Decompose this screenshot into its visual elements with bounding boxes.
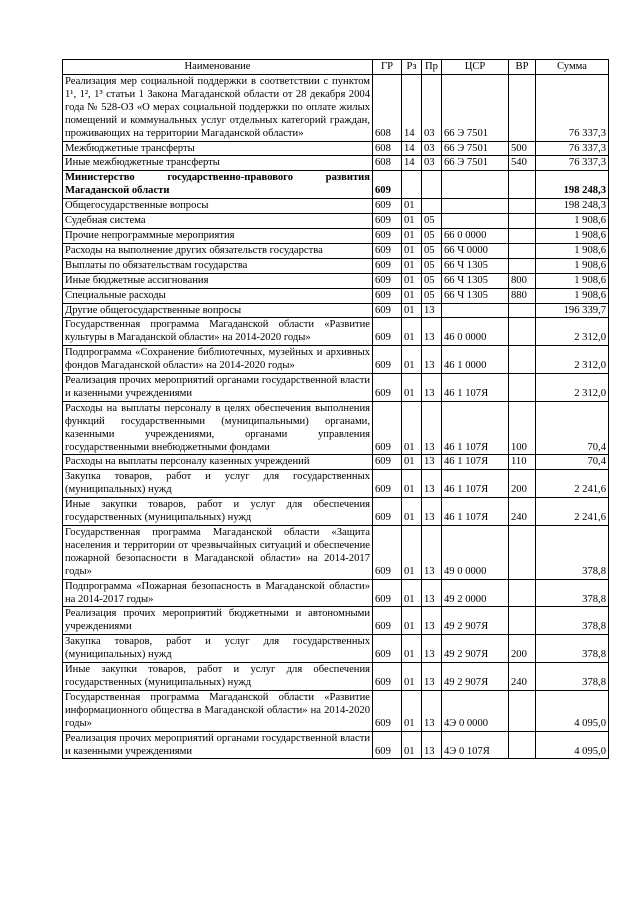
cell-vr <box>509 731 536 759</box>
cell-pr: 13 <box>422 318 442 346</box>
table-row <box>63 579 609 607</box>
cell-pr: 13 <box>422 526 442 580</box>
cell-pr: 13 <box>422 731 442 759</box>
cell-name: Реализация прочих мероприятий органами государственной власти и казенными учреждениями <box>63 374 373 402</box>
cell-name: Выплаты по обязательствам государства <box>63 258 373 273</box>
cell-sum: 70,4 <box>536 455 609 470</box>
cell-rz: 01 <box>402 579 422 607</box>
cell-gr: 609 <box>373 526 402 580</box>
cell-gr: 609 <box>373 663 402 691</box>
cell-gr: 609 <box>373 228 402 243</box>
cell-csr: 66 Ч 1305 <box>442 258 509 273</box>
cell-vr: 100 <box>509 401 536 455</box>
cell-pr: 13 <box>422 346 442 374</box>
cell-name: Реализация мер социальной поддержки в соответствии с пунктом 1¹, 1², 1³ статьи 1 Закона Магаданской области от 28 декабря 2004 года № 528-ОЗ «О мерах социальной поддержки по оплате жилых помещений и коммунальных услуг отдельных категорий граждан, проживающих на территории Магаданской области» <box>63 75 373 142</box>
cell-name: Расходы на выполнение других обязательств государства <box>63 243 373 258</box>
cell-name: Судебная система <box>63 214 373 229</box>
cell-sum: 378,8 <box>536 663 609 691</box>
cell-pr: 05 <box>422 214 442 229</box>
cell-gr: 609 <box>373 171 402 199</box>
table-row <box>63 635 609 663</box>
cell-csr: 46 1 107Я <box>442 401 509 455</box>
cell-gr: 609 <box>373 243 402 258</box>
cell-csr: 66 Э 7501 <box>442 75 509 142</box>
header-name: Наименование <box>63 60 373 75</box>
cell-sum: 378,8 <box>536 579 609 607</box>
cell-sum: 2 241,6 <box>536 470 609 498</box>
cell-sum: 76 337,3 <box>536 75 609 142</box>
cell-pr: 03 <box>422 156 442 171</box>
cell-vr <box>509 346 536 374</box>
cell-pr: 13 <box>422 690 442 731</box>
cell-csr <box>442 303 509 318</box>
table-row <box>63 303 609 318</box>
cell-name: Прочие непрограммные мероприятия <box>63 228 373 243</box>
cell-name: Расходы на выплаты персоналу в целях обеспечения выполнения функций государственными (муниципальными) органами, казенными учреждениями, органами управления государственными внебюджетными фондами <box>63 401 373 455</box>
cell-rz: 01 <box>402 258 422 273</box>
cell-vr <box>509 690 536 731</box>
cell-gr: 609 <box>373 374 402 402</box>
budget-table <box>62 59 609 759</box>
cell-vr <box>509 199 536 214</box>
cell-gr: 608 <box>373 141 402 156</box>
cell-name: Иные межбюджетные трансферты <box>63 156 373 171</box>
cell-gr: 609 <box>373 690 402 731</box>
cell-name: Государственная программа Магаданской области «Развитие культуры в Магаданской области» на 2014-2020 годы» <box>63 318 373 346</box>
table-row <box>63 288 609 303</box>
cell-csr: 49 0 0000 <box>442 526 509 580</box>
cell-csr: 49 2 907Я <box>442 607 509 635</box>
cell-rz: 01 <box>402 455 422 470</box>
cell-pr: 13 <box>422 455 442 470</box>
cell-sum: 198 248,3 <box>536 171 609 199</box>
cell-pr: 13 <box>422 374 442 402</box>
cell-name: Иные бюджетные ассигнования <box>63 273 373 288</box>
cell-name: Реализация прочих мероприятий органами государственной власти и казенными учреждениями <box>63 731 373 759</box>
table-row <box>63 690 609 731</box>
cell-name: Иные закупки товаров, работ и услуг для обеспечения государственных (муниципальных) нужд <box>63 663 373 691</box>
header-vr: ВР <box>509 60 536 75</box>
header-csr: ЦСР <box>442 60 509 75</box>
cell-vr <box>509 318 536 346</box>
cell-csr: 46 1 107Я <box>442 455 509 470</box>
cell-pr: 05 <box>422 228 442 243</box>
cell-gr: 609 <box>373 498 402 526</box>
cell-rz: 01 <box>402 690 422 731</box>
cell-pr: 13 <box>422 470 442 498</box>
cell-vr <box>509 258 536 273</box>
table-body <box>63 75 609 759</box>
cell-rz: 01 <box>402 346 422 374</box>
cell-vr: 540 <box>509 156 536 171</box>
cell-rz: 01 <box>402 303 422 318</box>
cell-vr: 240 <box>509 663 536 691</box>
cell-gr: 609 <box>373 346 402 374</box>
cell-gr: 609 <box>373 303 402 318</box>
cell-csr: 46 1 107Я <box>442 498 509 526</box>
cell-pr: 05 <box>422 243 442 258</box>
cell-sum: 196 339,7 <box>536 303 609 318</box>
table-row <box>63 318 609 346</box>
cell-vr: 880 <box>509 288 536 303</box>
cell-gr: 609 <box>373 401 402 455</box>
cell-vr: 200 <box>509 635 536 663</box>
table-row <box>63 374 609 402</box>
cell-vr <box>509 75 536 142</box>
cell-pr: 13 <box>422 303 442 318</box>
cell-csr: 46 0 0000 <box>442 318 509 346</box>
table-row <box>63 401 609 455</box>
cell-gr: 609 <box>373 579 402 607</box>
cell-pr: 13 <box>422 663 442 691</box>
cell-name: Закупка товаров, работ и услуг для государственных (муниципальных) нужд <box>63 635 373 663</box>
cell-vr: 240 <box>509 498 536 526</box>
table-row <box>63 171 609 199</box>
cell-csr <box>442 171 509 199</box>
cell-pr: 05 <box>422 258 442 273</box>
header-pr: Пр <box>422 60 442 75</box>
cell-rz: 01 <box>402 526 422 580</box>
cell-rz: 01 <box>402 228 422 243</box>
cell-pr <box>422 171 442 199</box>
cell-csr: 49 2 907Я <box>442 663 509 691</box>
cell-sum: 2 312,0 <box>536 374 609 402</box>
table-row <box>63 228 609 243</box>
cell-name: Государственная программа Магаданской области «Развитие информационного общества в Магаданской области» на 2014-2020 годы» <box>63 690 373 731</box>
cell-rz: 01 <box>402 199 422 214</box>
cell-vr: 200 <box>509 470 536 498</box>
cell-rz: 14 <box>402 75 422 142</box>
cell-name: Закупка товаров, работ и услуг для государственных (муниципальных) нужд <box>63 470 373 498</box>
cell-name: Межбюджетные трансферты <box>63 141 373 156</box>
cell-gr: 608 <box>373 75 402 142</box>
cell-pr: 05 <box>422 288 442 303</box>
cell-csr: 49 2 0000 <box>442 579 509 607</box>
cell-csr: 46 1 0000 <box>442 346 509 374</box>
cell-vr <box>509 579 536 607</box>
cell-name: Иные закупки товаров, работ и услуг для обеспечения государственных (муниципальных) нужд <box>63 498 373 526</box>
cell-sum: 1 908,6 <box>536 288 609 303</box>
cell-vr <box>509 607 536 635</box>
cell-rz: 01 <box>402 498 422 526</box>
cell-name: Подпрограмма «Пожарная безопасность в Магаданской области» на 2014-2017 годы» <box>63 579 373 607</box>
cell-csr: 66 Э 7501 <box>442 141 509 156</box>
cell-csr: 66 0 0000 <box>442 228 509 243</box>
cell-pr: 03 <box>422 75 442 142</box>
cell-rz: 01 <box>402 401 422 455</box>
cell-csr: 4Э 0 0000 <box>442 690 509 731</box>
cell-csr <box>442 199 509 214</box>
cell-rz: 01 <box>402 635 422 663</box>
table-row <box>63 273 609 288</box>
cell-vr <box>509 243 536 258</box>
cell-sum: 378,8 <box>536 607 609 635</box>
cell-gr: 609 <box>373 607 402 635</box>
cell-rz: 14 <box>402 141 422 156</box>
header-sum: Сумма <box>536 60 609 75</box>
cell-gr: 609 <box>373 199 402 214</box>
cell-vr <box>509 374 536 402</box>
cell-pr: 13 <box>422 401 442 455</box>
cell-gr: 609 <box>373 258 402 273</box>
cell-name: Государственная программа Магаданской области «Защита населения и территории от чрезвычайных ситуаций и обеспечение пожарной безопасности в Магаданской области» на 2014-2017 годы» <box>63 526 373 580</box>
table-row <box>63 141 609 156</box>
table-row <box>63 258 609 273</box>
table-row <box>63 346 609 374</box>
cell-csr: 4Э 0 107Я <box>442 731 509 759</box>
cell-sum: 1 908,6 <box>536 243 609 258</box>
table-header-row <box>63 60 609 75</box>
header-rz: Рз <box>402 60 422 75</box>
cell-rz: 01 <box>402 214 422 229</box>
cell-rz: 01 <box>402 273 422 288</box>
cell-rz: 01 <box>402 318 422 346</box>
cell-csr <box>442 214 509 229</box>
cell-sum: 4 095,0 <box>536 690 609 731</box>
cell-sum: 1 908,6 <box>536 214 609 229</box>
cell-sum: 70,4 <box>536 401 609 455</box>
cell-csr: 46 1 107Я <box>442 470 509 498</box>
cell-gr: 609 <box>373 635 402 663</box>
cell-vr: 800 <box>509 273 536 288</box>
table-row <box>63 243 609 258</box>
cell-pr: 05 <box>422 273 442 288</box>
cell-rz: 01 <box>402 374 422 402</box>
cell-vr <box>509 171 536 199</box>
table-row <box>63 470 609 498</box>
cell-gr: 609 <box>373 470 402 498</box>
cell-name: Реализация прочих мероприятий бюджетными и автономными учреждениями <box>63 607 373 635</box>
cell-vr <box>509 228 536 243</box>
cell-rz: 01 <box>402 731 422 759</box>
cell-csr: 49 2 907Я <box>442 635 509 663</box>
cell-vr <box>509 303 536 318</box>
cell-gr: 609 <box>373 455 402 470</box>
cell-name: Расходы на выплаты персоналу казенных учреждений <box>63 455 373 470</box>
cell-sum: 1 908,6 <box>536 228 609 243</box>
cell-sum: 2 312,0 <box>536 346 609 374</box>
cell-sum: 4 095,0 <box>536 731 609 759</box>
cell-rz: 01 <box>402 288 422 303</box>
cell-sum: 378,8 <box>536 635 609 663</box>
table-row <box>63 156 609 171</box>
cell-csr: 66 Ч 1305 <box>442 288 509 303</box>
cell-csr: 66 Ч 1305 <box>442 273 509 288</box>
cell-sum: 378,8 <box>536 526 609 580</box>
cell-rz <box>402 171 422 199</box>
cell-gr: 609 <box>373 731 402 759</box>
cell-pr <box>422 199 442 214</box>
cell-rz: 01 <box>402 607 422 635</box>
cell-pr: 13 <box>422 579 442 607</box>
table-row <box>63 455 609 470</box>
cell-sum: 2 312,0 <box>536 318 609 346</box>
cell-rz: 01 <box>402 243 422 258</box>
cell-sum: 2 241,6 <box>536 498 609 526</box>
cell-rz: 01 <box>402 470 422 498</box>
cell-sum: 1 908,6 <box>536 258 609 273</box>
cell-pr: 13 <box>422 607 442 635</box>
cell-rz: 01 <box>402 663 422 691</box>
cell-gr: 609 <box>373 288 402 303</box>
cell-gr: 609 <box>373 273 402 288</box>
cell-gr: 608 <box>373 156 402 171</box>
budget-table-page <box>62 59 608 759</box>
cell-name: Подпрограмма «Сохранение библиотечных, музейных и архивных фондов Магаданской области» на 2014-2020 годы» <box>63 346 373 374</box>
table-row <box>63 607 609 635</box>
cell-csr: 66 Ч 0000 <box>442 243 509 258</box>
table-row <box>63 75 609 142</box>
cell-csr: 66 Э 7501 <box>442 156 509 171</box>
cell-name: Другие общегосударственные вопросы <box>63 303 373 318</box>
cell-vr <box>509 526 536 580</box>
table-row <box>63 199 609 214</box>
cell-name: Министерство государственно-правового развития Магаданской области <box>63 171 373 199</box>
header-gr: ГР <box>373 60 402 75</box>
cell-sum: 1 908,6 <box>536 273 609 288</box>
table-row <box>63 214 609 229</box>
table-row <box>63 498 609 526</box>
cell-vr: 110 <box>509 455 536 470</box>
table-row <box>63 526 609 580</box>
table-row <box>63 731 609 759</box>
cell-vr <box>509 214 536 229</box>
cell-sum: 198 248,3 <box>536 199 609 214</box>
cell-sum: 76 337,3 <box>536 156 609 171</box>
cell-vr: 500 <box>509 141 536 156</box>
cell-gr: 609 <box>373 214 402 229</box>
cell-gr: 609 <box>373 318 402 346</box>
cell-name: Общегосударственные вопросы <box>63 199 373 214</box>
cell-csr: 46 1 107Я <box>442 374 509 402</box>
table-row <box>63 663 609 691</box>
cell-pr: 13 <box>422 635 442 663</box>
cell-pr: 13 <box>422 498 442 526</box>
cell-sum: 76 337,3 <box>536 141 609 156</box>
cell-pr: 03 <box>422 141 442 156</box>
cell-rz: 14 <box>402 156 422 171</box>
cell-name: Специальные расходы <box>63 288 373 303</box>
